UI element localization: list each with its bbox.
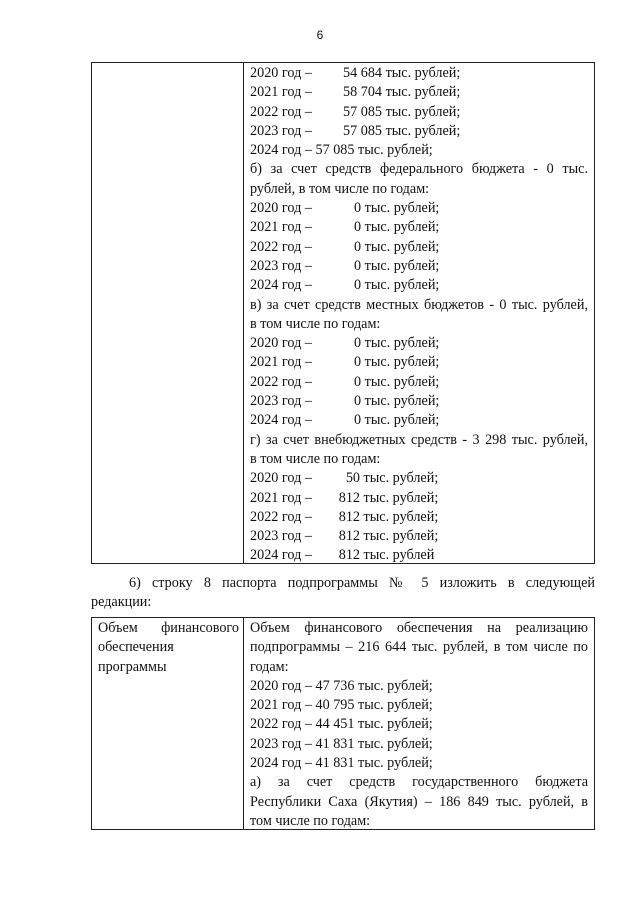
year-amount-line bbox=[250, 508, 588, 527]
funding-table-new bbox=[91, 617, 595, 830]
amount-number: 812 bbox=[338, 489, 360, 506]
federal-budget-heading: б) за счет средств федерального бюджета - 0 тыс. bbox=[250, 161, 588, 178]
year-label: 2024 год – bbox=[250, 412, 312, 429]
amount-value: 0 тыс. рублей; bbox=[354, 238, 440, 255]
amount-value: 0 тыс. рублей; bbox=[354, 335, 440, 352]
amount-unit: тыс. рублей; bbox=[360, 470, 439, 487]
extra-budget-years bbox=[250, 469, 588, 565]
year-label: 2024 год – bbox=[250, 547, 312, 564]
year-label: 2021 год – bbox=[250, 354, 312, 371]
year-label: 2022 год – bbox=[250, 373, 312, 390]
amount-value: 58 704 тыс. рублей; bbox=[343, 84, 461, 101]
amount-value: 57 085 тыс. рублей; bbox=[343, 103, 461, 120]
year-amount-line bbox=[250, 238, 588, 257]
text-line-10: Республики Саха (Якутия) – 186 849 тыс. рублей, в bbox=[250, 793, 588, 810]
label-line-3: программы bbox=[98, 658, 167, 675]
year-label: 2022 год – bbox=[250, 508, 312, 525]
text-line-5: 2021 год – 40 795 тыс. рублей; bbox=[250, 697, 433, 714]
federal-budget-heading-cont: рублей, в том числе по годам: bbox=[250, 180, 430, 197]
amount-value: 0 тыс. рублей; bbox=[354, 412, 440, 429]
label-cell bbox=[92, 618, 244, 829]
year-amount-line bbox=[250, 83, 588, 102]
year-line-2024: 2024 год – 57 085 тыс. рублей; bbox=[250, 142, 433, 159]
label-cell-empty bbox=[92, 63, 244, 563]
label-line-2: обеспечения bbox=[98, 639, 174, 656]
amount-number: 50 bbox=[345, 470, 360, 487]
year-label: 2020 год – bbox=[250, 65, 312, 81]
year-amount-line bbox=[250, 218, 588, 237]
amount-value: 0 тыс. рублей; bbox=[354, 393, 440, 410]
year-amount-line bbox=[250, 122, 588, 141]
year-label: 2020 год – bbox=[250, 200, 312, 217]
page-number: 6 bbox=[316, 28, 324, 42]
year-label: 2020 год – bbox=[250, 335, 312, 352]
funding-table-continued bbox=[91, 62, 595, 564]
extra-budget-heading-cont: в том числе по годам: bbox=[250, 450, 381, 467]
year-amount-line bbox=[250, 527, 588, 546]
year-amount-line bbox=[250, 103, 588, 122]
amount-unit: тыс. рублей; bbox=[360, 489, 439, 506]
year-amount-line bbox=[250, 373, 588, 392]
text-line-8: 2024 год – 41 831 тыс. рублей; bbox=[250, 755, 433, 772]
federal-budget-years bbox=[250, 199, 588, 295]
paragraph-line-1: 6) строку 8 паспорта подпрограммы № 5 изложить в следующей bbox=[129, 575, 595, 591]
year-label: 2023 год – bbox=[250, 122, 312, 139]
year-label: 2020 год – bbox=[250, 470, 312, 487]
amount-value: 0 тыс. рублей; bbox=[354, 219, 440, 236]
text-line-6: 2022 год – 44 451 тыс. рублей; bbox=[250, 716, 433, 733]
year-amount-line bbox=[250, 334, 588, 353]
amount-number: 812 bbox=[338, 528, 360, 545]
amount-value: 0 тыс. рублей; bbox=[354, 200, 440, 217]
amount-value: 0 тыс. рублей; bbox=[354, 257, 440, 274]
amount-value: 0 тыс. рублей; bbox=[354, 354, 440, 371]
amount-value: 0 тыс. рублей; bbox=[354, 277, 440, 294]
label-line-1: Объем финансового bbox=[98, 620, 239, 636]
amount-value: 57 085 тыс. рублей; bbox=[343, 122, 461, 139]
year-label: 2021 год – bbox=[250, 489, 312, 506]
year-amount-line bbox=[250, 489, 588, 508]
year-label: 2021 год – bbox=[250, 219, 312, 236]
year-amount-line bbox=[250, 546, 588, 565]
amount-unit: тыс. рублей; bbox=[360, 508, 439, 525]
text-line-11: том числе по годам: bbox=[250, 812, 371, 829]
amount-value: 54 684 тыс. рублей; bbox=[343, 65, 461, 81]
text-line-7: 2023 год – 41 831 тыс. рублей; bbox=[250, 735, 433, 752]
year-label: 2022 год – bbox=[250, 103, 312, 120]
funding-details-cell bbox=[244, 63, 594, 563]
year-label: 2023 год – bbox=[250, 257, 312, 274]
local-budget-heading: в) за счет средств местных бюджетов - 0 тыс. рублей, bbox=[250, 296, 588, 313]
amount-number: 812 bbox=[338, 508, 360, 525]
year-amount-line bbox=[250, 469, 588, 488]
funding-text-cell bbox=[244, 618, 594, 829]
year-label: 2021 год – bbox=[250, 84, 312, 101]
text-line-9: а) за счет средств государственного бюджета bbox=[250, 774, 588, 791]
text-line-3: годам: bbox=[250, 658, 289, 675]
year-label: 2023 год – bbox=[250, 528, 312, 545]
state-budget-years bbox=[250, 64, 588, 141]
amount-unit: тыс. рублей bbox=[360, 547, 435, 564]
amount-value: 0 тыс. рублей; bbox=[354, 373, 440, 390]
paragraph-line-2: редакции: bbox=[91, 594, 152, 611]
year-amount-line bbox=[250, 353, 588, 372]
year-amount-line bbox=[250, 257, 588, 276]
extra-budget-heading: г) за счет внебюджетных средств - 3 298 тыс. рублей, bbox=[250, 431, 588, 448]
text-line-1: Объем финансового обеспечения на реализацию bbox=[250, 620, 588, 636]
year-amount-line bbox=[250, 411, 588, 430]
text-line-4: 2020 год – 47 736 тыс. рублей; bbox=[250, 677, 433, 694]
year-label: 2023 год – bbox=[250, 393, 312, 410]
year-amount-line bbox=[250, 64, 588, 83]
year-amount-line bbox=[250, 276, 588, 295]
amount-number: 812 bbox=[338, 547, 360, 564]
text-line-2: подпрограммы – 216 644 тыс. рублей, в том числе по bbox=[250, 639, 588, 656]
local-budget-heading-cont: в том числе по годам: bbox=[250, 315, 381, 332]
year-label: 2022 год – bbox=[250, 238, 312, 255]
amendment-paragraph bbox=[91, 574, 595, 613]
amount-unit: тыс. рублей; bbox=[360, 528, 439, 545]
year-amount-line bbox=[250, 392, 588, 411]
year-label: 2024 год – bbox=[250, 277, 312, 294]
local-budget-years bbox=[250, 334, 588, 430]
year-amount-line bbox=[250, 199, 588, 218]
